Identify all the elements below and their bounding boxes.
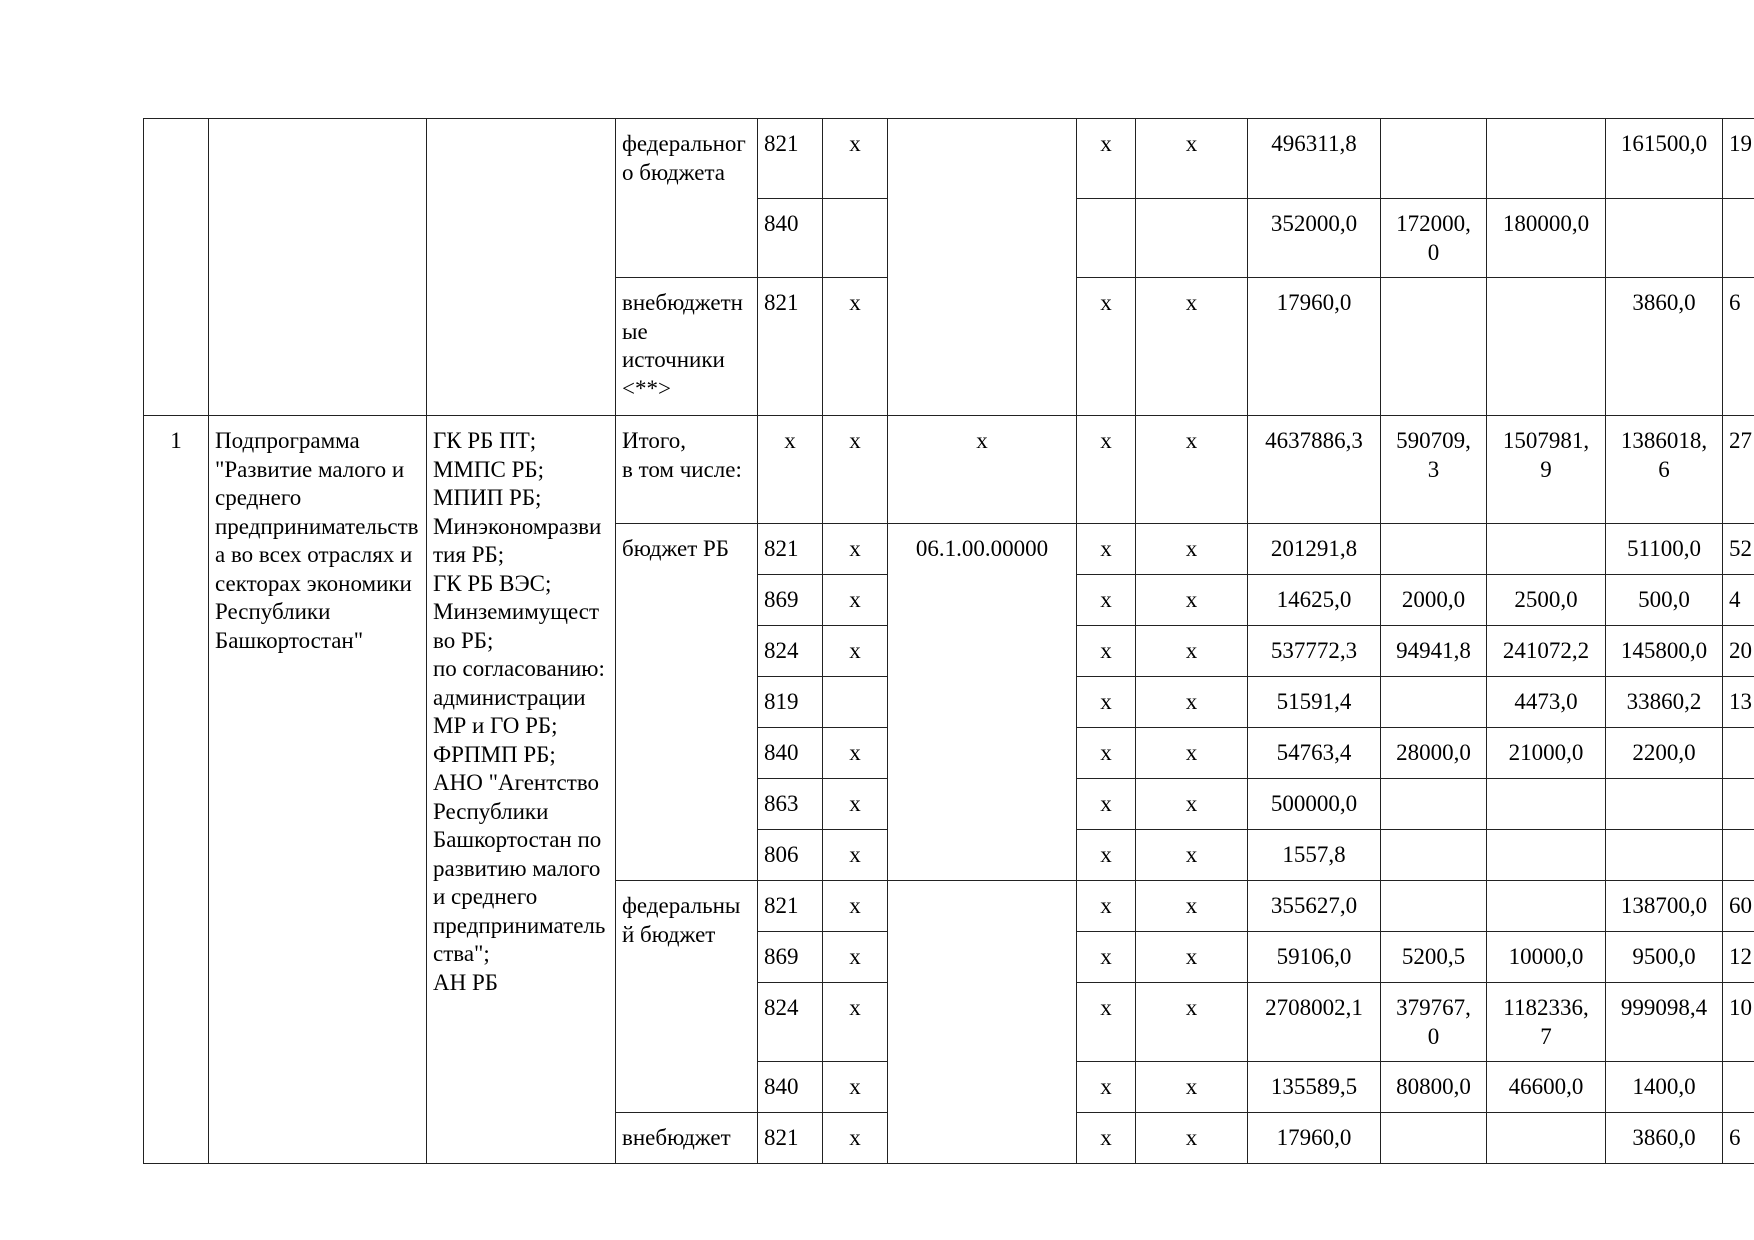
table-row xyxy=(144,416,1754,524)
year4-value: 13 xyxy=(1723,677,1754,728)
col-a: х xyxy=(823,575,888,626)
gr-code: 840 xyxy=(758,728,823,779)
year1-value xyxy=(1381,779,1487,830)
year2-value xyxy=(1487,881,1606,932)
year4-value xyxy=(1723,779,1754,830)
total-value: 17960,0 xyxy=(1248,278,1381,416)
funding-source: внебюджет xyxy=(616,1113,758,1164)
col-e: х xyxy=(1077,677,1136,728)
year2-value: 1182336, 7 xyxy=(1487,983,1606,1062)
year1-value: 94941,8 xyxy=(1381,626,1487,677)
year1-value: 28000,0 xyxy=(1381,728,1487,779)
col-e: х xyxy=(1077,779,1136,830)
col-f: х xyxy=(1136,881,1248,932)
total-value: 500000,0 xyxy=(1248,779,1381,830)
total-value: 17960,0 xyxy=(1248,1113,1381,1164)
col-a: х xyxy=(823,416,888,524)
year1-value xyxy=(1381,524,1487,575)
col-e xyxy=(1077,199,1136,278)
total-value: 352000,0 xyxy=(1248,199,1381,278)
year4-value: 6 xyxy=(1723,278,1754,416)
gr-code: 840 xyxy=(758,1062,823,1113)
year3-value: 999098,4 xyxy=(1606,983,1723,1062)
gr-code: 821 xyxy=(758,881,823,932)
col-a: х xyxy=(823,1062,888,1113)
col-f: х xyxy=(1136,932,1248,983)
year2-value: 180000,0 xyxy=(1487,199,1606,278)
total-value: 59106,0 xyxy=(1248,932,1381,983)
table-row xyxy=(144,119,1754,199)
col-e: х xyxy=(1077,278,1136,416)
subprogram-executors: ГК РБ ПТ; ММПС РБ; МПИП РБ; Минэкономразвития РБ; ГК РБ ВЭС; Минземимущество РБ; по согласованию: администрации МР и ГО РБ; ФРПМП РБ; АНО "Агентство Республики Башкортостан по развитию малого и среднего предпринимательства"; АН РБ xyxy=(427,416,616,1164)
col-f: х xyxy=(1136,626,1248,677)
col-f xyxy=(1136,199,1248,278)
year3-value: 9500,0 xyxy=(1606,932,1723,983)
total-value: 54763,4 xyxy=(1248,728,1381,779)
total-value: 1557,8 xyxy=(1248,830,1381,881)
col-e: х xyxy=(1077,575,1136,626)
total-value: 14625,0 xyxy=(1248,575,1381,626)
year2-value xyxy=(1487,1113,1606,1164)
year1-value xyxy=(1381,1113,1487,1164)
total-value: 51591,4 xyxy=(1248,677,1381,728)
col-e: х xyxy=(1077,932,1136,983)
col-a: х xyxy=(823,119,888,199)
year4-value: 12 xyxy=(1723,932,1754,983)
classifier-code: 06.1.00.00000 xyxy=(888,524,1077,881)
year1-value: 5200,5 xyxy=(1381,932,1487,983)
subprogram-number: 1 xyxy=(144,416,209,1164)
year4-value xyxy=(1723,830,1754,881)
gr-code: х xyxy=(758,416,823,524)
col-f: х xyxy=(1136,524,1248,575)
col-e: х xyxy=(1077,626,1136,677)
funding-source: Итого, в том числе: xyxy=(616,416,758,524)
gr-code: 821 xyxy=(758,278,823,416)
year4-value: 4 xyxy=(1723,575,1754,626)
year2-value: 241072,2 xyxy=(1487,626,1606,677)
col-f: х xyxy=(1136,728,1248,779)
total-value: 135589,5 xyxy=(1248,1062,1381,1113)
gr-code: 869 xyxy=(758,575,823,626)
gr-code: 821 xyxy=(758,119,823,199)
year3-value: 1386018, 6 xyxy=(1606,416,1723,524)
col-f: х xyxy=(1136,983,1248,1062)
col-a: х xyxy=(823,932,888,983)
year1-value: 2000,0 xyxy=(1381,575,1487,626)
col-f: х xyxy=(1136,278,1248,416)
year4-value: 20 xyxy=(1723,626,1754,677)
gr-code: 869 xyxy=(758,932,823,983)
total-value: 2708002,1 xyxy=(1248,983,1381,1062)
gr-code: 821 xyxy=(758,524,823,575)
year4-value: 19 xyxy=(1723,119,1754,199)
col-a: х xyxy=(823,881,888,932)
funding-source: внебюджетные источники <**> xyxy=(616,278,758,416)
total-value: 201291,8 xyxy=(1248,524,1381,575)
year4-value: 60 xyxy=(1723,881,1754,932)
col-f: х xyxy=(1136,575,1248,626)
year3-value: 3860,0 xyxy=(1606,278,1723,416)
year1-value xyxy=(1381,830,1487,881)
year4-value xyxy=(1723,728,1754,779)
col-a: х xyxy=(823,278,888,416)
year1-value xyxy=(1381,119,1487,199)
year1-value: 80800,0 xyxy=(1381,1062,1487,1113)
year3-value: 161500,0 xyxy=(1606,119,1723,199)
col-a: х xyxy=(823,983,888,1062)
col-f: х xyxy=(1136,1113,1248,1164)
year3-value: 1400,0 xyxy=(1606,1062,1723,1113)
year3-value: 145800,0 xyxy=(1606,626,1723,677)
year1-value: 590709, 3 xyxy=(1381,416,1487,524)
year4-value: 6 xyxy=(1723,1113,1754,1164)
year2-value: 10000,0 xyxy=(1487,932,1606,983)
col-a: х xyxy=(823,626,888,677)
year3-value: 500,0 xyxy=(1606,575,1723,626)
col-e: х xyxy=(1077,983,1136,1062)
col-f: х xyxy=(1136,677,1248,728)
year3-value xyxy=(1606,830,1723,881)
year1-value: 379767, 0 xyxy=(1381,983,1487,1062)
year2-value xyxy=(1487,119,1606,199)
year4-value: 52 xyxy=(1723,524,1754,575)
classifier-cell: х xyxy=(888,416,1077,524)
year3-value: 51100,0 xyxy=(1606,524,1723,575)
gr-code: 819 xyxy=(758,677,823,728)
col-f: х xyxy=(1136,830,1248,881)
total-value: 496311,8 xyxy=(1248,119,1381,199)
year3-value: 2200,0 xyxy=(1606,728,1723,779)
year4-value xyxy=(1723,1062,1754,1113)
year2-value xyxy=(1487,278,1606,416)
classifier-cell xyxy=(888,881,1077,1164)
col-e: х xyxy=(1077,1113,1136,1164)
col-a xyxy=(823,677,888,728)
subprogram-name: Подпрограмма "Развитие малого и среднего предпринимательства во всех отраслях и секторах экономики Республики Башкортостан" xyxy=(209,416,427,1164)
total-value: 4637886,3 xyxy=(1248,416,1381,524)
year1-value xyxy=(1381,677,1487,728)
year4-value: 27 xyxy=(1723,416,1754,524)
col-e: х xyxy=(1077,830,1136,881)
col-e: х xyxy=(1077,416,1136,524)
funding-source: федерального бюджета xyxy=(616,119,758,278)
col-e: х xyxy=(1077,728,1136,779)
funding-source: бюджет РБ xyxy=(616,524,758,881)
gr-code: 863 xyxy=(758,779,823,830)
col-e: х xyxy=(1077,1062,1136,1113)
year3-value: 3860,0 xyxy=(1606,1113,1723,1164)
col-e: х xyxy=(1077,524,1136,575)
col-a xyxy=(823,199,888,278)
col-a: х xyxy=(823,1113,888,1164)
col-f: х xyxy=(1136,119,1248,199)
col-f: х xyxy=(1136,416,1248,524)
executor-cell xyxy=(427,119,616,416)
col-e: х xyxy=(1077,119,1136,199)
total-value: 355627,0 xyxy=(1248,881,1381,932)
gr-code: 824 xyxy=(758,983,823,1062)
year2-value: 21000,0 xyxy=(1487,728,1606,779)
year2-value: 1507981, 9 xyxy=(1487,416,1606,524)
col-a: х xyxy=(823,779,888,830)
year2-value xyxy=(1487,830,1606,881)
year1-value xyxy=(1381,881,1487,932)
year2-value: 4473,0 xyxy=(1487,677,1606,728)
gr-code: 840 xyxy=(758,199,823,278)
budget-table xyxy=(143,118,1754,1164)
total-value: 537772,3 xyxy=(1248,626,1381,677)
year3-value: 33860,2 xyxy=(1606,677,1723,728)
year2-value xyxy=(1487,524,1606,575)
num-cell xyxy=(144,119,209,416)
col-a: х xyxy=(823,830,888,881)
name-cell xyxy=(209,119,427,416)
year3-value xyxy=(1606,779,1723,830)
funding-source: федеральный бюджет xyxy=(616,881,758,1113)
col-a: х xyxy=(823,524,888,575)
year4-value: 10 xyxy=(1723,983,1754,1062)
col-e: х xyxy=(1077,881,1136,932)
year2-value: 46600,0 xyxy=(1487,1062,1606,1113)
year1-value xyxy=(1381,278,1487,416)
gr-code: 821 xyxy=(758,1113,823,1164)
year2-value: 2500,0 xyxy=(1487,575,1606,626)
year3-value xyxy=(1606,199,1723,278)
year4-value xyxy=(1723,199,1754,278)
year2-value xyxy=(1487,779,1606,830)
col-f: х xyxy=(1136,779,1248,830)
year1-value: 172000, 0 xyxy=(1381,199,1487,278)
gr-code: 806 xyxy=(758,830,823,881)
classifier-cell xyxy=(888,119,1077,416)
year3-value: 138700,0 xyxy=(1606,881,1723,932)
col-f: х xyxy=(1136,1062,1248,1113)
col-a: х xyxy=(823,728,888,779)
gr-code: 824 xyxy=(758,626,823,677)
